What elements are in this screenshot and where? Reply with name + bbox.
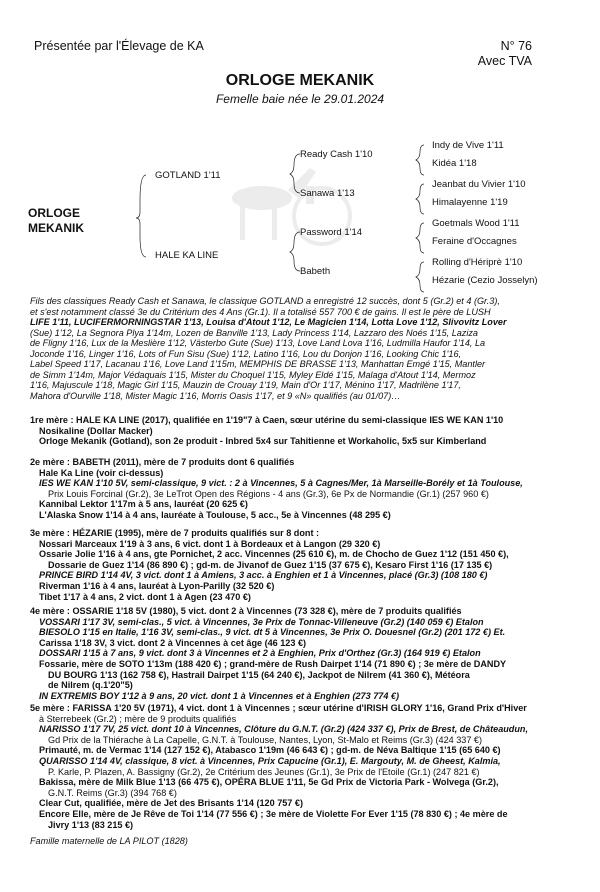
produce-line: Ossarie Jolie 1'16 à 4 ans, gte Pornichet, 2 acc. Vincennes (25 610 €), m. de Chocho de Guez 1'12 (151 450 €),	[39, 549, 509, 560]
third-dam-heading: 3e mère : HÉZARIE (1995), mère de 7 produits qualifiés sur 8 dont :	[30, 528, 320, 538]
produce-line: Tibet 1'17 à 4 ans, 2 vict. dont 1 à Agen (23 470 €)	[39, 591, 251, 602]
pedigree-sire: GOTLAND 1'11	[155, 170, 221, 181]
pedigree-g4: Himalayenne 1'19	[432, 197, 508, 208]
produce-line: Fossarie, mère de SOTO 1'13m (188 420 €) ; grand-mère de Rush Dairpet 1'14 (71 890 €) ; 3e mère de DANDY	[39, 658, 507, 669]
pedigree-dam-dam: Babeth	[300, 266, 331, 277]
lot-number: N° 76	[500, 39, 532, 53]
intro-line: Fils des classiques Ready Cash et Sanawa, le classique GOTLAND a enregistré 12 succès, dont 5 (Gr.2) et 4 (Gr.3),	[30, 296, 500, 306]
intro-line: Joconde 1'16, Linger 1'16, Lots of Fun Sisu (Sue) 1'12, Latino 1'16, Lou du Donjon 1'16, Looking Chic 1'16,	[30, 348, 462, 359]
produce-line: Nossari Marceaux 1'19 à 3 ans, 6 vict. dont 1 à Bordeaux et à Langon (29 320 €)	[39, 538, 381, 549]
produce-line: P. Karle, P. Plazen, A. Bassigny (Gr.2), 2e Critérium des Jeunes (Gr.1), 3e Prix de l'Etoile (Gr.1) (247 821 €)	[48, 766, 480, 777]
fourth-dam-heading: 4e mère : OSSARIE 1'18 5V (1980), 5 vict. dont 2 à Vincennes (73 328 €), mère de 7 produits qualifiés	[30, 606, 462, 616]
produce-line: Encore Elle, mère de Je Rêve de Toi 1'14 (77 556 €) ; 3e mère de Violette For Ever 1'15 (78 830 €) ; 4e mère de	[39, 808, 508, 819]
produce-line: BIESOLO 1'15 en Italie, 1'16 3V, semi-clas., 9 vict. dt 5 à Vincennes, 3e Prix O. Douesnel (Gr.2) (201 172 €) Et.	[39, 627, 506, 638]
pedigree-sire-dam: Sanawa 1'13	[300, 188, 355, 199]
pedigree-dam-sire: Password 1'14	[300, 227, 363, 238]
intro-line: de Fligny 1'16, Lux de la Meslière 1'12, Västerbo Gute (Sue) 1'13, Love Land Lova 1'16, Ludmilla Haufor 1'14, La	[30, 338, 486, 349]
produce-line: Hale Ka Line (voir ci-dessus)	[39, 467, 164, 478]
intro-line: Mahora d'Ourville 1'18, Mister Magic 1'16, Morris Oasis 1'17, et 9 «N» qualifiés (au 01/07)…	[30, 390, 401, 401]
produce-line: IES WE KAN 1'10 5V, semi-classique, 9 vict. : 2 à Vincennes, 5 à Cagnes/Mer, 1à Marseille-Borély et 1à Toulouse,	[39, 478, 523, 489]
produce-line: DU BOURG 1'13 (162 758 €), Hastrail Dairpet 1'15 (64 240 €), Jackpot de Nilrem (41 360 €), Météora	[48, 669, 470, 680]
produce-line: de Nilrem (q.1'20"5)	[48, 680, 133, 691]
fifth-dam-section	[30, 703, 570, 830]
produce-line: Primauté, m. de Vermac 1'14 (127 152 €), Atabasco 1'19m (46 643 €) ; gd-m. de Néva Baltique 1'15 (65 640 €)	[39, 745, 501, 756]
first-dam-section	[30, 415, 570, 447]
produce-line: Dossarie de Guez 1'14 (86 890 €) ; gd-m. de Jivanof de Guez 1'15 (37 675 €), Kesaro First 1'16 (17 135 €)	[48, 559, 493, 570]
pedigree-g7: Rolling d'Hériprè 1'10	[432, 257, 523, 268]
produce-line: NARISSO 1'17 7V, 25 vict. dont 10 à Vincennes, Clôture du G.N.T. (Gr.2) (424 337 €), Prix de Brest, de Châteaudun,	[39, 724, 528, 735]
pedigree-g2: Kidéa 1'18	[432, 158, 477, 169]
produce-line: Nosikaline (Dollar Macker)	[39, 425, 153, 436]
pedigree-g8: Hézarie (Cezio Josselyn)	[432, 275, 538, 286]
produce-line: Jivry 1'13 (83 215 €)	[48, 819, 134, 830]
third-dam-section	[30, 528, 570, 602]
intro-line: LIFE 1'11, LUCIFERMORNINGSTAR 1'13, Louisa d'Atout 1'12, Le Magicien 1'14, Lotta Love 1'12, Slivovitz Lover	[30, 317, 507, 328]
intro-line: et s'est notamment classé 3e du Critérium des 4 Ans (Gr.1). Il a totalisé 557 700 € de gains. Il est le père de LUSH	[30, 306, 491, 317]
produce-line: L'Alaska Snow 1'14 à 4 ans, lauréate à Toulouse, 5 acc., 5e à Vincennes (48 295 €)	[39, 509, 391, 520]
produce-line: Prix Louis Forcinal (Gr.2), 3e LeTrot Open des Régions - 4 ans (Gr.3), 6e Px de Normandie (Gr.1) (257 960 €)	[48, 488, 489, 499]
produce-line: Bakissa, mère de Milk Blue 1'13 (66 475 €), OPÉRA BLUE 1'11, 5e Gd Prix de Victoria Park - Wolvega (Gr.2),	[39, 777, 499, 788]
fourth-dam-section	[30, 606, 570, 701]
vat-label: Avec TVA	[477, 54, 532, 68]
produce-line: Orloge Mekanik (Gotland), son 2e produit - Inbred 5x4 sur Tahitienne et Workaholic, 5x5 sur Kimberland	[39, 436, 487, 447]
intro-line: (Sue) 1'12, La Segnora Plya 1'14m, Lozen de Banville 1'13, Lady Princess 1'14, Lazzaro des Noés 1'15, Laziza	[30, 327, 478, 338]
produce-line: Clear Cut, qualifiée, mère de Jet des Brisants 1'14 (120 757 €)	[39, 798, 303, 809]
second-dam-heading: 2e mère : BABETH (2011), mère de 7 produits dont 6 qualifiés	[30, 457, 295, 467]
pedigree-subject	[28, 206, 84, 236]
maternal-family: Famille maternelle de LA PILOT (1828)	[30, 836, 188, 846]
produce-line: PRINCE BIRD 1'14 4V, 3 vict. dont 1 à Amiens, 3 acc. à Enghien et 1 à Vincennes, placé (Gr.3) (108 180 €)	[39, 570, 488, 581]
subject-name-line1: ORLOGE	[28, 206, 81, 220]
sire-intro	[30, 296, 566, 401]
intro-line: 1'16, Majuscule 1'18, Magic Girl 1'15, Mauzin de Crouay 1'19, Main d'Or 1'17, Ménino 1'17, Madrilène 1'17,	[30, 380, 461, 391]
pedigree-g3: Jeanbat du Vivier 1'10	[432, 179, 526, 190]
intro-line: de Simm 1'14m, Major Védaquais 1'15, Mister du Choquel 1'15, Myley Eldé 1'15, Malaga d'Atout 1'14, Mermoz	[30, 369, 476, 380]
pedigree-g5: Goetmals Wood 1'11	[432, 218, 520, 229]
produce-line: VOSSARI 1'17 3V, semi-clas., 5 vict. à Vincennes, 3e Prix de Tonnac-Villeneuve (Gr.2) (140 059 €) Etalon	[39, 616, 484, 627]
presented-by: Présentée par l'Élevage de KA	[34, 39, 204, 53]
horse-name: ORLOGE MEKANIK	[225, 72, 375, 89]
produce-line: Carissa 1'18 3V, 3 vict. dont 2 à Vincennes à cet âge (46 123 €)	[39, 637, 307, 648]
produce-line: IN EXTREMIS BOY 1'12 à 9 ans, 20 vict. dont 1 à Vincennes et à Enghien (273 774 €)	[39, 690, 399, 701]
pedigree-sire-sire: Ready Cash 1'10	[300, 149, 373, 160]
produce-line: DOSSARI 1'15 à 7 ans, 9 vict. dont 3 à Vincennes et 2 à Enghien, Prix d'Orthez (Gr.3) (164 919 €) Etalon	[39, 648, 481, 659]
produce-line: Kannibal Lektor 1'17m à 5 ans, lauréat (20 625 €)	[39, 499, 248, 510]
produce-line: Riverman 1'16 à 4 ans, lauréat à Lyon-Parilly (32 520 €)	[39, 580, 275, 591]
second-dam-section	[30, 457, 570, 521]
produce-line: Gd Prix de la Thiérache à La Capelle, G.N.T. à Toulouse, Nantes, Lyon, St-Malo et Reims (Gr.3) (424 337 €)	[48, 734, 483, 745]
intro-line: Label Speed 1'17, Lacanau 1'16, Love Land 1'15m, MEMPHIS DE BRASSE 1'13, Manhattan Emgé 1'15, Mantler	[30, 359, 486, 370]
subject-name-line2: MEKANIK	[28, 221, 84, 235]
pedigree-g6: Feraine d'Occagnes	[432, 236, 517, 247]
pedigree-g1: Indy de Vive 1'11	[432, 140, 504, 151]
produce-line: G.N.T. Reims (Gr.3) (394 768 €)	[48, 787, 177, 798]
fifth-dam-heading: 5e mère : FARISSA 1'20 5V (1971), 4 vict. dont 1 à Vincennes ; sœur utérine d'IRISH GLORY 1'16, Grand Prix d'Hiver	[30, 703, 527, 713]
produce-line: QUARISSO 1'14 4V, classique, 8 vict. à Vincennes, Prix Capucine (Gr.1), E. Margouty, M. de Gheest, Kalmia,	[39, 755, 501, 766]
produce-line: à Sterrebeek (Gr.2) ; mère de 9 produits qualifiés	[39, 713, 237, 724]
first-dam-heading: 1re mère : HALE KA LINE (2017), qualifiée en 1'19"7 à Caen, sœur utérine du semi-classique IES WE KAN 1'10	[30, 415, 504, 425]
horse-description: Femelle baie née le 29.01.2024	[215, 92, 385, 106]
pedigree-dam: HALE KA LINE	[155, 250, 219, 261]
